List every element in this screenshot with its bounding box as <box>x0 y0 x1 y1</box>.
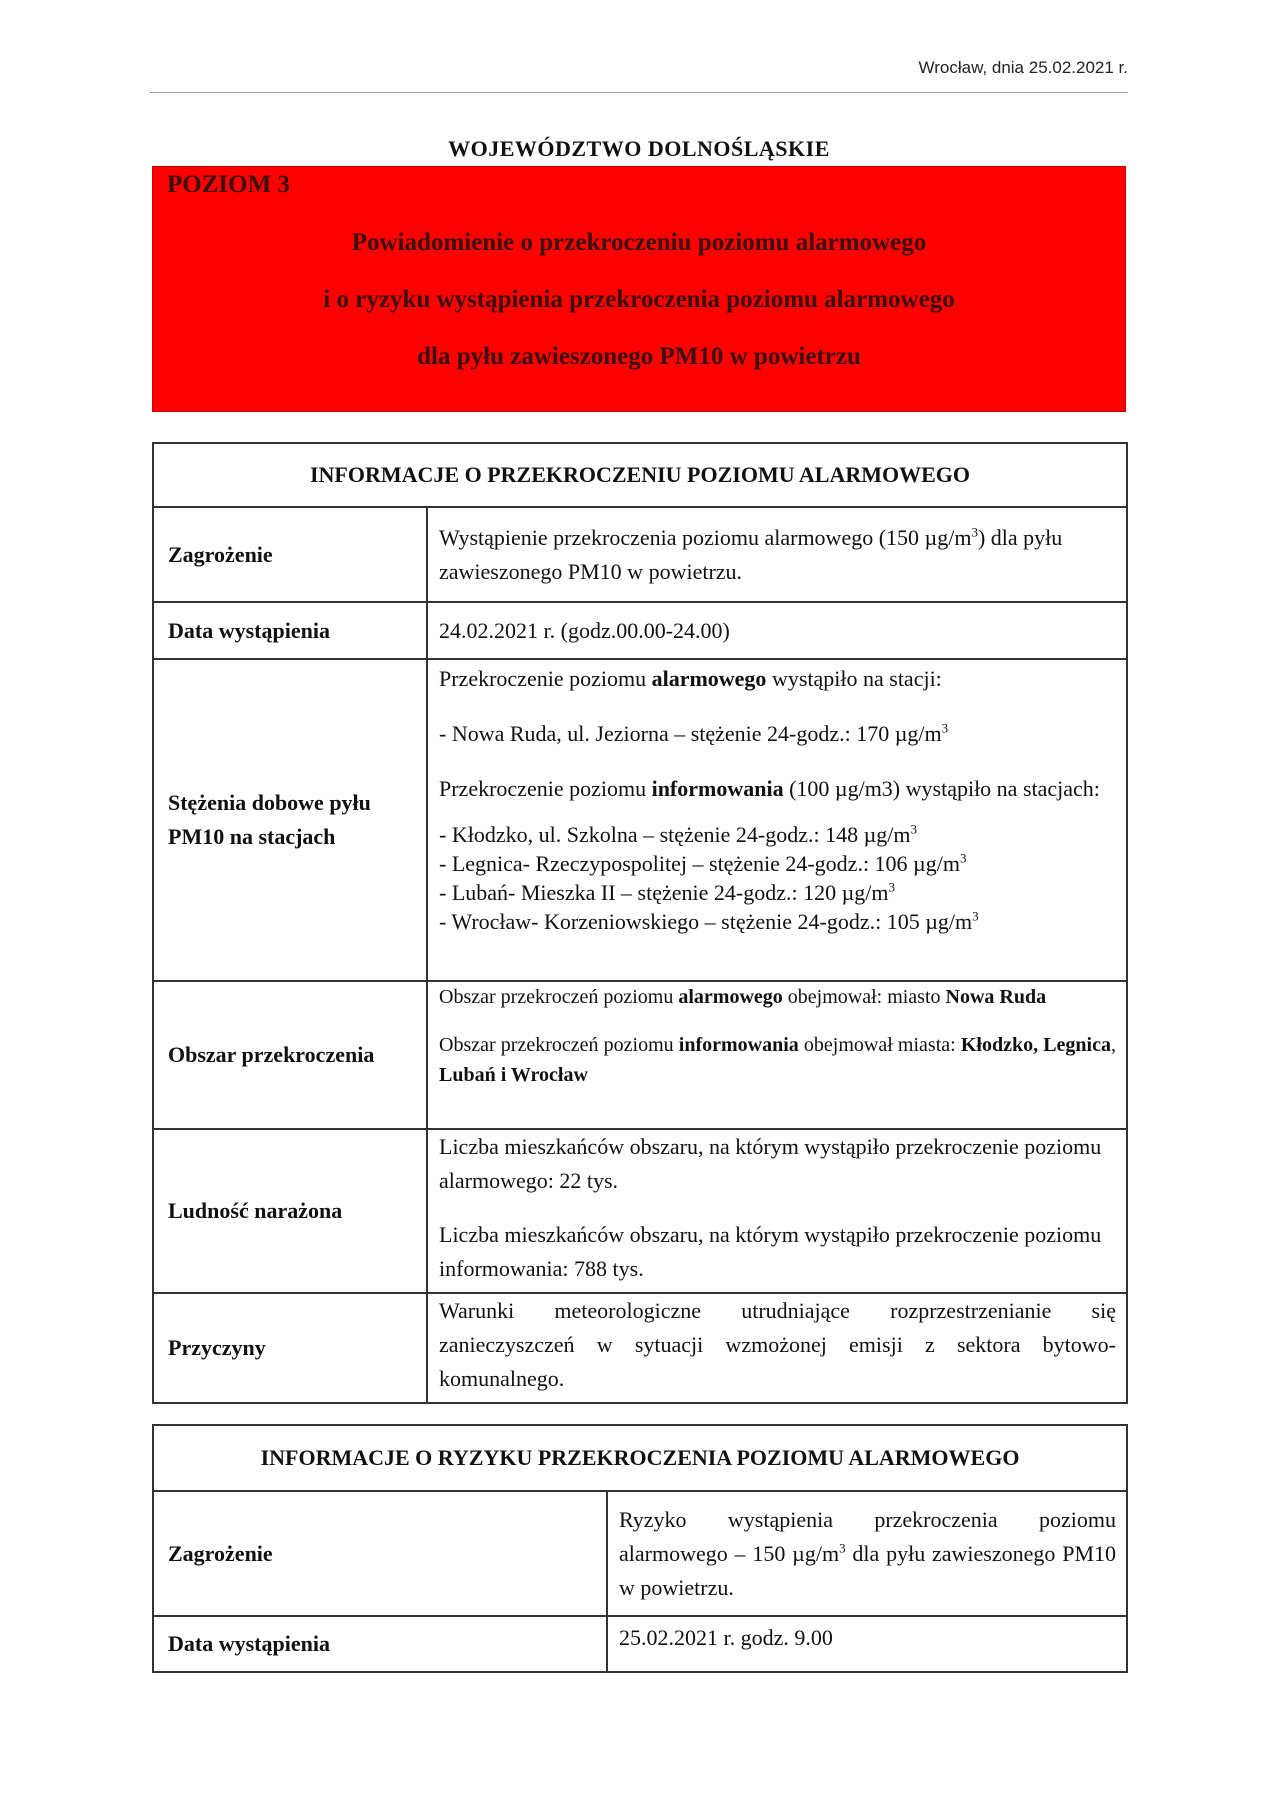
row-value-area <box>427 981 1127 1129</box>
alert-title-line-2: i o ryzyku wystąpienia przekroczenia poziomu alarmowego <box>323 286 955 313</box>
row-label-date: Data wystąpienia <box>153 1616 607 1672</box>
row-value-threat: Wystąpienie przekroczenia poziomu alarmowego (150 $\mu g/m^3$) dla pyłu zawieszonego PM10 w powietrzu. <box>427 507 1127 602</box>
row-value-population <box>427 1129 1127 1293</box>
info-stations-list <box>439 820 1116 936</box>
row-label-causes: Przyczyny <box>153 1293 427 1403</box>
table-row <box>153 1616 1127 1672</box>
table-row <box>153 659 1127 981</box>
row-label-threat: Zagrożenie <box>153 1491 607 1616</box>
risk-info-table <box>152 1424 1128 1673</box>
alert-title-line-1: Powiadomienie o przekroczeniu poziomu alarmowego <box>351 229 927 256</box>
area-alarm: Obszar przekroczeń poziomu alarmowego obejmował: miasto Nowa Ruda <box>439 986 1047 1008</box>
row-label-threat: Zagrożenie <box>153 507 427 602</box>
row-label-date: Data wystąpienia <box>153 602 427 659</box>
table-row <box>153 1293 1127 1403</box>
alert-level: POZIOM 3 <box>167 171 290 198</box>
population-info: Liczba mieszkańców obszaru, na którym wystąpiło przekroczenie poziomu informowania: 788 tys. <box>439 1222 1102 1281</box>
row-label-population: Ludność narażona <box>153 1129 427 1293</box>
document-date: Wrocław, dnia 25.02.2021 r. <box>918 58 1128 77</box>
list-item: - Lubań- Mieszka II – stężenie 24-godz.: 120 $\mu g/m^3$ <box>439 879 895 905</box>
population-alarm: Liczba mieszkańców obszaru, na którym wystąpiło przekroczenie poziomu alarmowego: 22 tys. <box>439 1134 1102 1193</box>
info-exceedance-intro: Przekroczenie poziomu informowania (100 µg/m3) wystąpiło na stacjach: <box>439 776 1100 801</box>
alarm-exceedance-intro: Przekroczenie poziomu alarmowego wystąpiło na stacji: <box>439 666 942 691</box>
list-item: - Wrocław- Korzeniowskiego – stężenie 24-godz.: 105 $\mu g/m^3$ <box>439 908 979 934</box>
row-value-concentrations <box>427 659 1127 981</box>
list-item: - Legnica- Rzeczypospolitej – stężenie 24-godz.: 106 $\mu g/m^3$ <box>439 850 967 876</box>
table-heading: INFORMACJE O PRZEKROCZENIU POZIOMU ALARMOWEGO <box>153 443 1127 507</box>
alert-banner <box>152 166 1126 412</box>
table-row <box>153 981 1127 1129</box>
row-value-causes: Warunki meteorologiczne utrudniające rozprzestrzenianie się zanieczyszczeń w sytuacji wzmożonej emisji z sektora bytowo-komunalnego. <box>427 1293 1127 1403</box>
exceedance-info-table <box>152 442 1128 1404</box>
row-label-concentrations: Stężenia dobowe pyłu PM10 na stacjach <box>153 659 427 981</box>
row-label-area: Obszar przekroczenia <box>153 981 427 1129</box>
table-row <box>153 1491 1127 1616</box>
alarm-station: - Nowa Ruda, ul. Jeziorna – stężenie 24-godz.: 170 $\mu g/m^3$ <box>439 720 949 746</box>
table-heading: INFORMACJE O RYZYKU PRZEKROCZENIA POZIOMU ALARMOWEGO <box>153 1425 1127 1491</box>
alert-title-line-3: dla pyłu zawieszonego PM10 w powietrzu <box>417 343 861 370</box>
header-divider <box>150 92 1128 93</box>
row-value-date: 25.02.2021 r. godz. 9.00 <box>607 1616 1127 1672</box>
area-info: Obszar przekroczeń poziomu informowania obejmował miasta: Kłodzko, Legnica, Lubań i Wrocław <box>439 1034 1116 1086</box>
table-row <box>153 1129 1127 1293</box>
region-heading: WOJEWÓDZTWO DOLNOŚLĄSKIE <box>448 136 830 161</box>
table-row <box>153 507 1127 602</box>
row-value-threat: Ryzyko wystąpienia przekroczenia poziomu alarmowego – 150 $\mu g/m^3$ dla pyłu zawieszonego PM10 w powietrzu. <box>607 1491 1127 1616</box>
table-row <box>153 602 1127 659</box>
row-value-date: 24.02.2021 r. (godz.00.00-24.00) <box>427 602 1127 659</box>
list-item: - Kłodzko, ul. Szkolna – stężenie 24-godz.: 148 $\mu g/m^3$ <box>439 821 918 847</box>
